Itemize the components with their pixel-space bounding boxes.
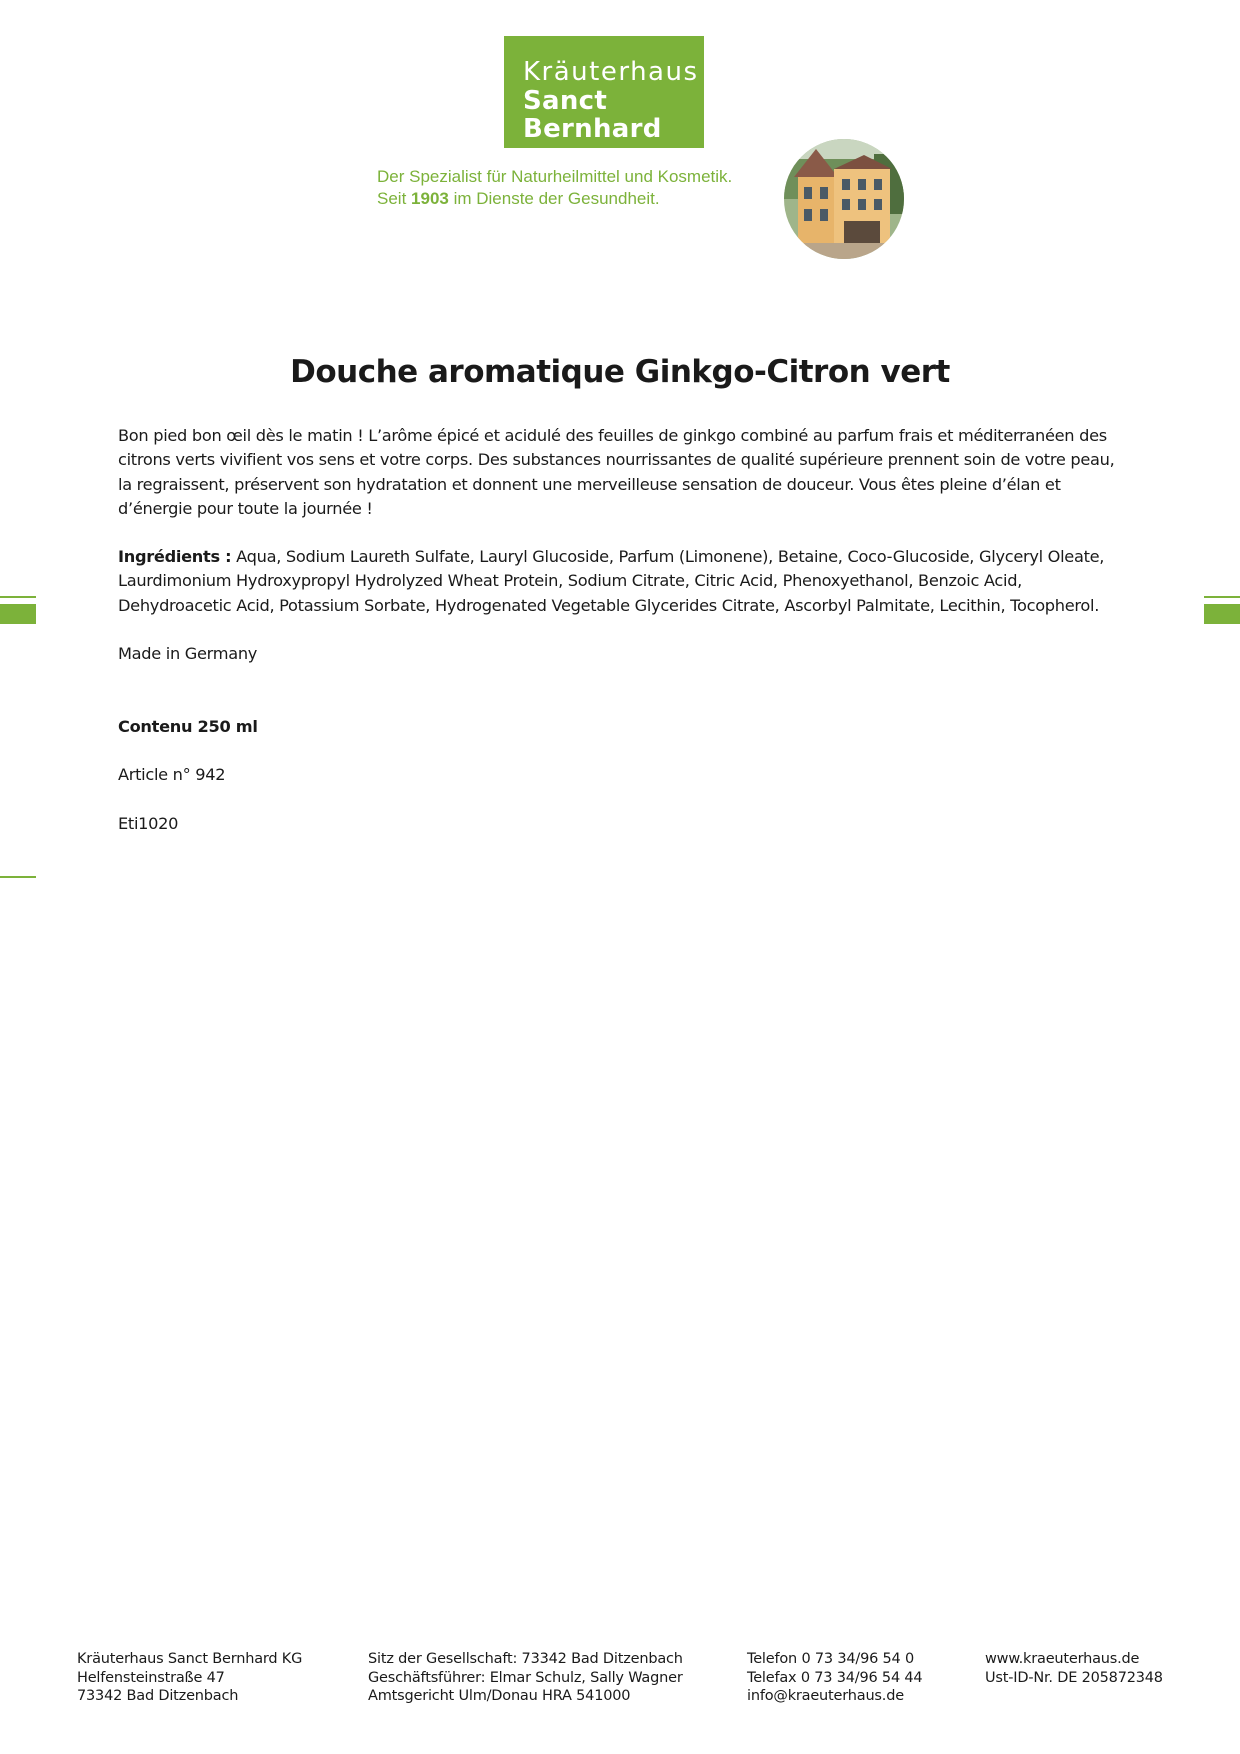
footer-phone: Telefon 0 73 34/96 54 0 <box>747 1651 915 1667</box>
footer-line: Amtsgericht Ulm/Donau HRA 541000 <box>368 1688 631 1705</box>
fold-mark-right <box>1204 604 1240 624</box>
footer-legal <box>368 1650 683 1706</box>
footer-contact <box>747 1650 922 1706</box>
logo-line-1: Kräuterhaus <box>523 57 699 87</box>
punch-mark-left <box>0 876 36 878</box>
footer-line: Helfensteinstraße 47 <box>77 1669 225 1686</box>
footer-email: info@kraeuterhaus.de <box>747 1688 904 1705</box>
fold-mark-right-line <box>1204 596 1240 598</box>
footer-vat-id: Ust-ID-Nr. DE 205872348 <box>985 1669 1163 1686</box>
building-photo <box>784 139 904 259</box>
brand-logo <box>504 36 704 148</box>
product-title: Douche aromatique Ginkgo-Citron vert <box>290 354 950 390</box>
footer-line: Kräuterhaus Sanct Bernhard KG <box>77 1651 303 1667</box>
tagline-year: 1903 <box>411 189 449 208</box>
footer-website: www.kraeuterhaus.de <box>985 1651 1140 1667</box>
label-code: Eti1020 <box>118 814 179 833</box>
tagline-suffix: im Dienste der Gesundheit. <box>448 189 660 208</box>
footer-company <box>77 1650 302 1706</box>
tagline-line-2 <box>377 188 732 210</box>
tagline-line-1: Der Spezialist für Naturheilmittel und Kosmetik. <box>377 167 733 186</box>
footer-fax: Telefax 0 73 34/96 54 44 <box>747 1669 923 1686</box>
ingredients-list: Aqua, Sodium Laureth Sulfate, Lauryl Glucoside, Parfum (Limonene), Betaine, Coco-Glucoside, Glyceryl Oleate, Laurdimonium Hydroxypropyl Hydrolyzed Wheat Protein, Sodium Citrate, Citric Acid, Phenoxyethanol, Benzoic Acid, Dehydroacetic Acid, Potassium Sorbate, Hydrogenated Vegetable Glycerides Citrate, Ascorbyl Palmitate, Lecithin, Tocopherol. <box>118 547 1105 615</box>
product-description: Bon pied bon œil dès le matin ! L’arôme épicé et acidulé des feuilles de ginkgo combiné au parfum frais et méditerranéen des citrons verts vivifient vos sens et votre corps. Des substances nourrissantes de qualité supérieure prennent soin de votre peau, la regraissent, préservent son hydratation et donnent une merveilleuse sensation de douceur. Vous êtes pleine d’élan et d’énergie pour toute la journée ! <box>118 426 1115 518</box>
footer-web <box>985 1650 1163 1687</box>
footer-line: Sitz der Gesellschaft: 73342 Bad Ditzenbach <box>368 1651 683 1667</box>
content-text: Contenu 250 ml <box>118 717 258 736</box>
tagline-prefix: Seit <box>377 189 412 208</box>
tagline <box>377 166 732 210</box>
ingredients-label: Ingrédients : <box>118 547 232 566</box>
footer-line: Geschäftsführer: Elmar Schulz, Sally Wagner <box>368 1669 683 1686</box>
origin-text: Made in Germany <box>118 644 258 663</box>
fold-mark-left-line <box>0 596 36 598</box>
footer-line: 73342 Bad Ditzenbach <box>77 1688 239 1705</box>
fold-mark-left <box>0 604 36 624</box>
article-number: Article n° 942 <box>118 765 226 784</box>
logo-line-2: Sanct Bernhard <box>523 86 662 144</box>
ingredients-paragraph <box>118 545 1128 618</box>
